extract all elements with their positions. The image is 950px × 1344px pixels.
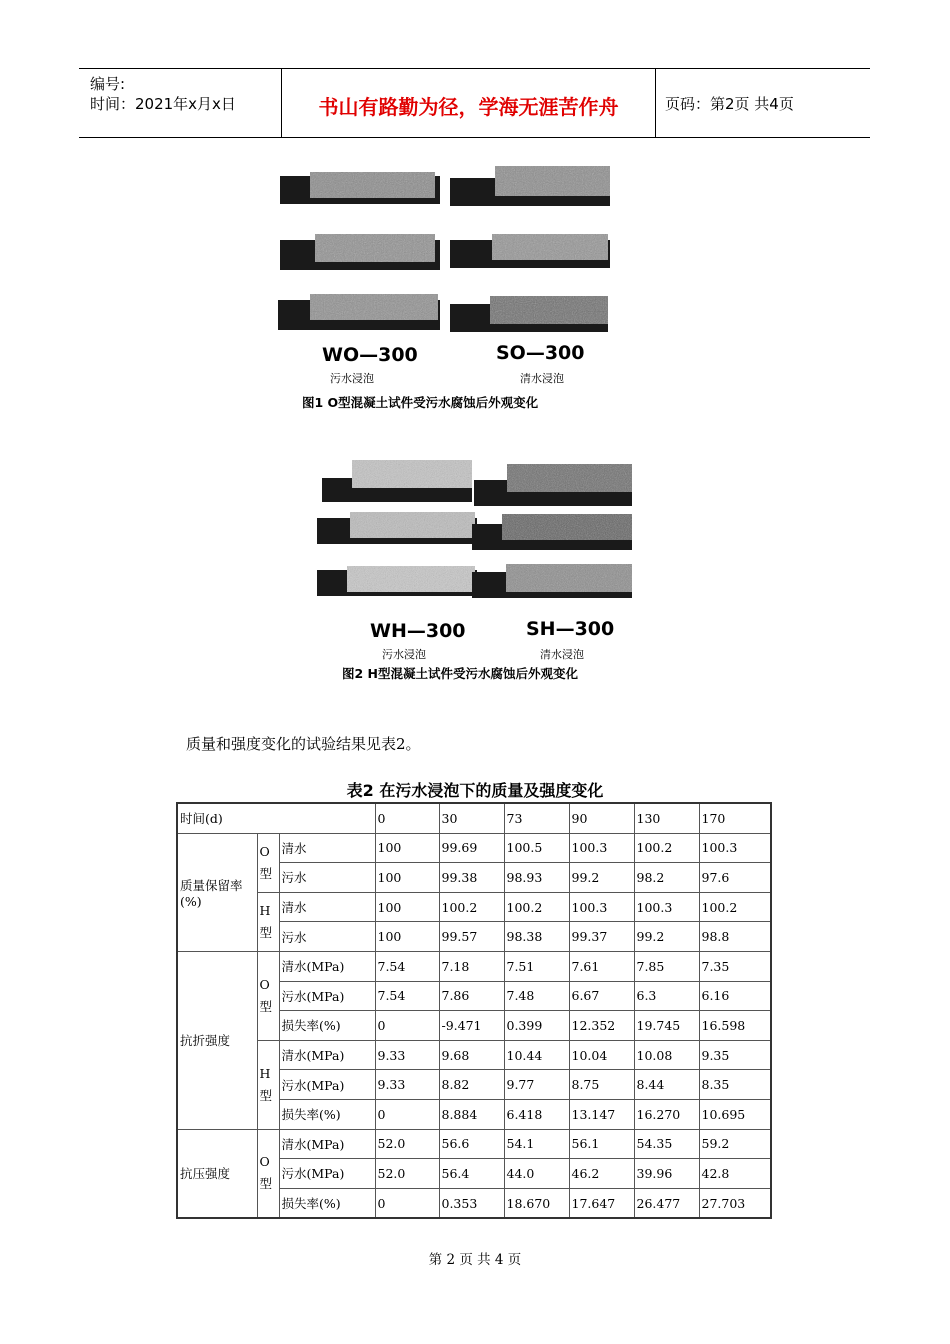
- value-cell: 100: [375, 922, 439, 952]
- value-cell: 100.3: [569, 892, 634, 922]
- row-label-cell: 污水(MPa): [279, 1070, 375, 1100]
- figure-2-right-sub: 清水浸泡: [540, 648, 584, 661]
- value-cell: 100.3: [634, 892, 699, 922]
- value-cell: 39.96: [634, 1159, 699, 1189]
- value-cell: 0: [375, 1011, 439, 1041]
- value-cell: 100.3: [699, 833, 771, 863]
- value-cell: 13.147: [569, 1099, 634, 1129]
- row-label-cell: 污水(MPa): [279, 981, 375, 1011]
- row-label-cell: 损失率(%): [279, 1099, 375, 1129]
- value-cell: 10.08: [634, 1040, 699, 1070]
- value-cell: 98.8: [699, 922, 771, 952]
- value-cell: 100.2: [504, 892, 569, 922]
- value-cell: 7.86: [439, 981, 504, 1011]
- figure-2-left-sub: 污水浸泡: [382, 648, 426, 661]
- value-cell: 6.418: [504, 1099, 569, 1129]
- value-cell: 100.2: [699, 892, 771, 922]
- value-cell: 9.33: [375, 1070, 439, 1100]
- value-cell: 52.0: [375, 1129, 439, 1159]
- value-cell: 56.6: [439, 1129, 504, 1159]
- value-cell: 18.670: [504, 1188, 569, 1218]
- group-name-cell: 抗折强度: [177, 951, 257, 1129]
- value-cell: 99.2: [569, 863, 634, 893]
- value-cell: 7.35: [699, 951, 771, 981]
- value-cell: 54.1: [504, 1129, 569, 1159]
- value-cell: 99.69: [439, 833, 504, 863]
- value-cell: 7.54: [375, 951, 439, 981]
- value-cell: 27.703: [699, 1188, 771, 1218]
- value-cell: 9.35: [699, 1040, 771, 1070]
- figure-2-photo: [312, 452, 642, 617]
- figure-1-left-label: WO—300: [322, 344, 418, 366]
- value-cell: 8.82: [439, 1070, 504, 1100]
- value-cell: 7.54: [375, 981, 439, 1011]
- row-label-cell: 损失率(%): [279, 1011, 375, 1041]
- value-cell: 7.48: [504, 981, 569, 1011]
- value-cell: 100.5: [504, 833, 569, 863]
- value-cell: 59.2: [699, 1129, 771, 1159]
- specimen-type-cell: O 型: [257, 1129, 279, 1218]
- body-paragraph: 质量和强度变化的试验结果见表2。: [186, 735, 421, 753]
- value-cell: 56.1: [569, 1129, 634, 1159]
- value-cell: 0.399: [504, 1011, 569, 1041]
- header-motto: 书山有路勤为径，学海无涯苦作舟: [318, 95, 619, 119]
- specimen-bars-left: [278, 172, 440, 330]
- table-row: [177, 892, 771, 922]
- value-cell: 99.57: [439, 922, 504, 952]
- row-label-cell: 损失率(%): [279, 1188, 375, 1218]
- value-cell: 9.68: [439, 1040, 504, 1070]
- specimen-type-cell: O 型: [257, 951, 279, 1040]
- figure-1-left-sub: 污水浸泡: [330, 372, 374, 385]
- value-cell: 100: [375, 833, 439, 863]
- value-cell: 6.3: [634, 981, 699, 1011]
- value-cell: 8.44: [634, 1070, 699, 1100]
- value-cell: 0.353: [439, 1188, 504, 1218]
- value-cell: 42.8: [699, 1159, 771, 1189]
- value-cell: 8.35: [699, 1070, 771, 1100]
- value-cell: 6.67: [569, 981, 634, 1011]
- value-cell: 7.85: [634, 951, 699, 981]
- row-label-cell: 污水(MPa): [279, 1159, 375, 1189]
- specimen-bars-left: [317, 460, 477, 596]
- figure-1-photo: [270, 158, 620, 348]
- figure-2-caption: 图2 H型混凝土试件受污水腐蚀后外观变化: [342, 666, 579, 681]
- value-cell: 10.695: [699, 1099, 771, 1129]
- value-cell: 19.745: [634, 1011, 699, 1041]
- document-number: 编号:: [90, 75, 126, 93]
- value-cell: 54.35: [634, 1129, 699, 1159]
- value-cell: 98.38: [504, 922, 569, 952]
- row-label-cell: 清水(MPa): [279, 1129, 375, 1159]
- value-cell: 10.44: [504, 1040, 569, 1070]
- header-page-cell: [656, 69, 870, 137]
- header-meta-cell: [79, 69, 281, 137]
- day-header-cell: 0: [375, 803, 439, 833]
- figure-2-right-label: SH—300: [526, 618, 615, 640]
- table-row: [177, 951, 771, 981]
- value-cell: 16.598: [699, 1011, 771, 1041]
- value-cell: 98.2: [634, 863, 699, 893]
- day-header-cell: 30: [439, 803, 504, 833]
- day-header-cell: 90: [569, 803, 634, 833]
- figure-1-right-sub: 清水浸泡: [520, 372, 564, 385]
- specimen-type-cell: H 型: [257, 892, 279, 951]
- group-name-cell: 抗压强度: [177, 1129, 257, 1218]
- table-header-row: [177, 803, 771, 833]
- row-label-cell: 清水: [279, 892, 375, 922]
- table-title: 表2 在污水浸泡下的质量及强度变化: [346, 781, 604, 800]
- value-cell: 9.77: [504, 1070, 569, 1100]
- row-label-cell: 清水(MPa): [279, 951, 375, 981]
- value-cell: 99.2: [634, 922, 699, 952]
- value-cell: 9.33: [375, 1040, 439, 1070]
- page-header: [79, 68, 870, 138]
- value-cell: 97.6: [699, 863, 771, 893]
- document-time: 时间：2021年x月x日: [90, 95, 236, 113]
- table-row: [177, 1040, 771, 1070]
- day-header-cell: 130: [634, 803, 699, 833]
- row-label-cell: 污水: [279, 922, 375, 952]
- value-cell: 100.2: [439, 892, 504, 922]
- value-cell: 99.38: [439, 863, 504, 893]
- value-cell: -9.471: [439, 1011, 504, 1041]
- specimen-bars-right: [472, 464, 632, 598]
- value-cell: 0: [375, 1099, 439, 1129]
- specimen-type-cell: H 型: [257, 1040, 279, 1129]
- value-cell: 7.18: [439, 951, 504, 981]
- header-motto-cell: [281, 69, 656, 137]
- page-footer: 第 2 页 共 4 页: [428, 1252, 522, 1268]
- group-name-cell: 质量保留率(%): [177, 833, 257, 951]
- time-header-cell: 时间(d): [177, 803, 375, 833]
- day-header-cell: 170: [699, 803, 771, 833]
- value-cell: 12.352: [569, 1011, 634, 1041]
- table-row: [177, 1129, 771, 1159]
- value-cell: 0: [375, 1188, 439, 1218]
- value-cell: 7.51: [504, 951, 569, 981]
- value-cell: 98.93: [504, 863, 569, 893]
- value-cell: 99.37: [569, 922, 634, 952]
- value-cell: 100: [375, 863, 439, 893]
- figure-2: [312, 452, 642, 682]
- figure-1: [270, 158, 620, 418]
- results-table: [176, 802, 772, 1219]
- value-cell: 100.2: [634, 833, 699, 863]
- specimen-type-cell: O 型: [257, 833, 279, 892]
- value-cell: 100: [375, 892, 439, 922]
- value-cell: 8.884: [439, 1099, 504, 1129]
- value-cell: 26.477: [634, 1188, 699, 1218]
- table-row: [177, 833, 771, 863]
- figure-2-left-label: WH—300: [370, 620, 466, 642]
- specimen-bars-right: [450, 166, 610, 332]
- figure-1-right-label: SO—300: [496, 342, 585, 364]
- day-header-cell: 73: [504, 803, 569, 833]
- value-cell: 6.16: [699, 981, 771, 1011]
- value-cell: 17.647: [569, 1188, 634, 1218]
- value-cell: 46.2: [569, 1159, 634, 1189]
- value-cell: 16.270: [634, 1099, 699, 1129]
- value-cell: 44.0: [504, 1159, 569, 1189]
- value-cell: 10.04: [569, 1040, 634, 1070]
- figure-1-caption: 图1 O型混凝土试件受污水腐蚀后外观变化: [302, 395, 539, 410]
- header-page-number: 页码：第2页 共4页: [665, 95, 794, 113]
- value-cell: 52.0: [375, 1159, 439, 1189]
- value-cell: 7.61: [569, 951, 634, 981]
- row-label-cell: 污水: [279, 863, 375, 893]
- value-cell: 100.3: [569, 833, 634, 863]
- value-cell: 8.75: [569, 1070, 634, 1100]
- row-label-cell: 清水: [279, 833, 375, 863]
- value-cell: 56.4: [439, 1159, 504, 1189]
- row-label-cell: 清水(MPa): [279, 1040, 375, 1070]
